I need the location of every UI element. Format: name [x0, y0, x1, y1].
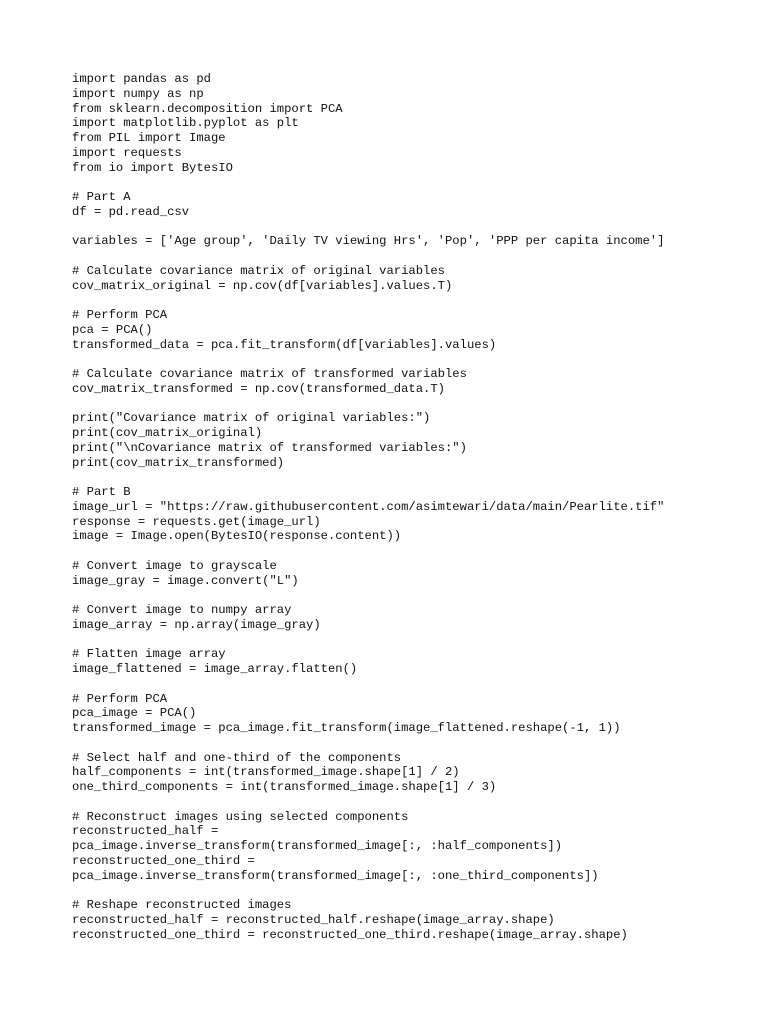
- code-line: [72, 397, 664, 412]
- code-line: [72, 175, 664, 190]
- code-line: pca_image.inverse_transform(transformed_image[:, :one_third_components]): [72, 868, 599, 883]
- code-line: [72, 633, 664, 648]
- code-line: print("\nCovariance matrix of transformed variables:"): [72, 440, 467, 455]
- code-line: [72, 352, 664, 367]
- code-line: [72, 220, 664, 235]
- code-line: df = pd.read_csv: [72, 204, 190, 219]
- code-line: from sklearn.decomposition import PCA: [72, 101, 343, 116]
- code-line: image_array = np.array(image_gray): [72, 617, 321, 632]
- code-line: # Part A: [72, 190, 131, 204]
- code-line: image_gray = image.convert("L"): [72, 573, 299, 588]
- code-line: [72, 470, 664, 485]
- code-line: import requests: [72, 145, 182, 160]
- code-line: half_components = int(transformed_image.shape[1] / 2): [72, 765, 460, 780]
- code-line: [72, 544, 664, 559]
- code-line: image_url = "https://raw.githubusercontent.com/asimtewari/data/main/Pearlite.tif": [72, 499, 665, 514]
- code-line: # Reconstruct images using selected components: [72, 809, 409, 824]
- code-line: image_flattened = image_array.flatten(): [72, 662, 358, 676]
- code-line: [72, 883, 664, 898]
- code-line: pca_image = PCA(): [72, 706, 197, 721]
- code-line: transformed_image = pca_image.fit_transform(image_flattened.reshape(-1, 1)): [72, 721, 621, 735]
- code-line: [72, 293, 664, 308]
- code-line: transformed_data = pca.fit_transform(df[variables].values): [72, 337, 497, 352]
- code-line: # Convert image to numpy array: [72, 603, 292, 617]
- code-line: import pandas as pd: [72, 72, 211, 86]
- code-line: pca = PCA(): [72, 322, 153, 337]
- code-line: response = requests.get(image_url): [72, 514, 321, 529]
- code-line: [72, 736, 664, 751]
- code-line: reconstructed_one_third =: [72, 853, 255, 868]
- code-line: # Convert image to grayscale: [72, 558, 277, 573]
- code-line: one_third_components = int(transformed_image.shape[1] / 3): [72, 780, 497, 794]
- code-line: variables = ['Age group', 'Daily TV viewing Hrs', 'Pop', 'PPP per capita income']: [72, 234, 665, 249]
- code-line: # Reshape reconstructed images: [72, 898, 292, 912]
- code-line: # Calculate covariance matrix of transformed variables: [72, 367, 467, 381]
- code-line: cov_matrix_original = np.cov(df[variables].values.T): [72, 278, 453, 293]
- code-line: import numpy as np: [72, 86, 204, 101]
- code-line: image = Image.open(BytesIO(response.content)): [72, 529, 402, 544]
- code-line: from PIL import Image: [72, 131, 226, 145]
- code-line: import matplotlib.pyplot as plt: [72, 116, 299, 131]
- code-line: cov_matrix_transformed = np.cov(transformed_data.T): [72, 381, 445, 396]
- code-line: print("Covariance matrix of original variables:"): [72, 411, 431, 426]
- code-line: [72, 677, 664, 692]
- code-line: [72, 588, 664, 603]
- code-line: # Perform PCA: [72, 308, 168, 322]
- code-line: reconstructed_half = reconstructed_half.reshape(image_array.shape): [72, 912, 555, 927]
- code-line: print(cov_matrix_original): [72, 426, 263, 440]
- code-line: # Perform PCA: [72, 691, 168, 706]
- code-line: pca_image.inverse_transform(transformed_image[:, :half_components]): [72, 839, 563, 853]
- code-line: # Part B: [72, 485, 131, 499]
- code-line: reconstructed_half =: [72, 824, 219, 839]
- code-line: # Calculate covariance matrix of original variables: [72, 263, 445, 278]
- code-line: from io import BytesIO: [72, 160, 233, 175]
- code-line: reconstructed_one_third = reconstructed_one_third.reshape(image_array.shape): [72, 927, 628, 942]
- code-line: [72, 249, 664, 264]
- code-line: [72, 795, 664, 810]
- code-block: [72, 72, 664, 942]
- code-line: print(cov_matrix_transformed): [72, 455, 285, 470]
- code-line: # Flatten image array: [72, 647, 226, 662]
- code-line: # Select half and one-third of the components: [72, 750, 402, 765]
